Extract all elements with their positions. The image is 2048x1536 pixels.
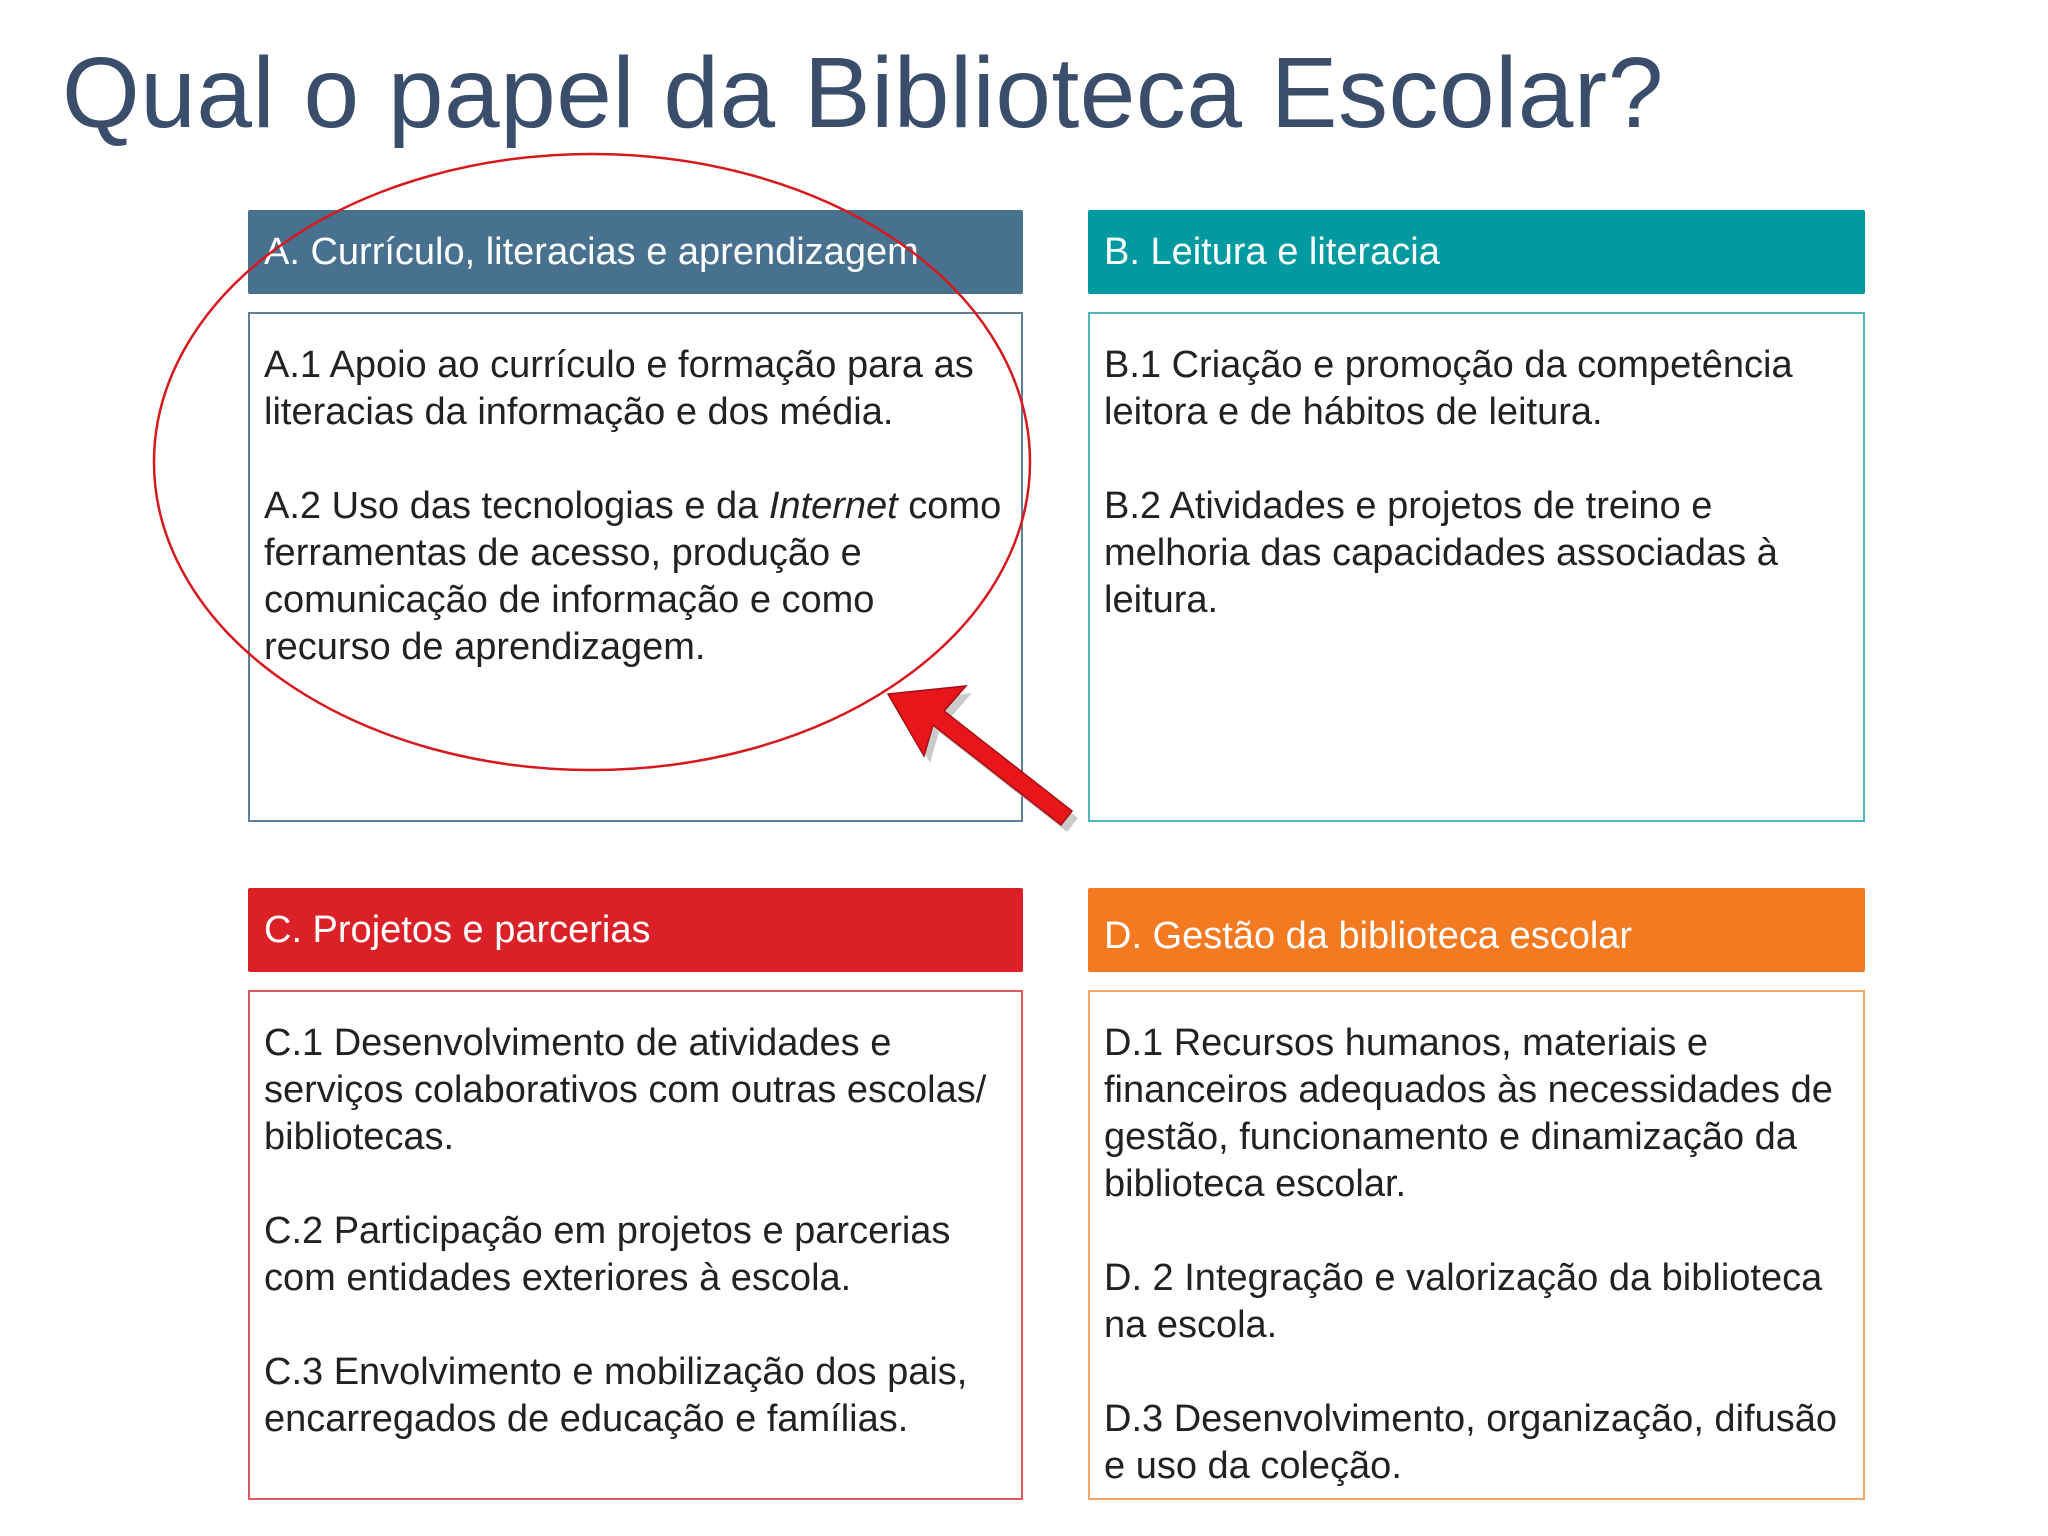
item-c2: C.2 Participação em projetos e parcerias com entidades exteriores à escola. [264, 1210, 951, 1299]
item-c3: C.3 Envolvimento e mobilização dos pais, encarregados de educação e famílias. [264, 1351, 968, 1440]
item-a2-emphasis: Internet [768, 485, 898, 527]
domain-b-header: B. Leitura e literacia [1088, 210, 1865, 294]
item-a1: A.1 Apoio ao currículo e formação para as literacias da informação e dos média. [264, 344, 974, 433]
domain-b-box [1088, 312, 1865, 822]
item-a2-text-start: A.2 Uso das tecnologias e da [264, 485, 769, 527]
item-a2-text-end: como ferramentas de acesso, produção e comunicação de informação e como recurso de aprendizagem. [264, 485, 1002, 668]
domain-c-header: C. Projetos e parcerias [248, 888, 1023, 972]
item-d3: D.3 Desenvolvimento, organização, difusão e uso da coleção. [1104, 1398, 1837, 1487]
item-d2: D. 2 Integração e valorização da biblioteca na escola. [1104, 1257, 1823, 1346]
domain-d-header: D. Gestão da biblioteca escolar [1088, 888, 1865, 972]
item-a2 [264, 483, 1007, 671]
domain-c-box [248, 990, 1023, 1500]
item-b2: B.2 Atividades e projetos de treino e melhoria das capacidades associadas à leitura. [1104, 485, 1778, 621]
domain-d-box [1088, 990, 1865, 1500]
item-c1: C.1 Desenvolvimento de atividades e serviços colaborativos com outras escolas/ bibliotecas. [264, 1022, 987, 1158]
domain-a-box [248, 312, 1023, 822]
item-d1: D.1 Recursos humanos, materiais e financeiros adequados às necessidades de gestão, funcionamento e dinamização da biblioteca escolar. [1104, 1022, 1833, 1205]
slide-title: Qual o papel da Biblioteca Escolar? [62, 37, 1664, 149]
item-b1: B.1 Criação e promoção da competência leitora e de hábitos de leitura. [1104, 344, 1793, 433]
domain-a-header: A. Currículo, literacias e aprendizagem [248, 210, 1023, 294]
